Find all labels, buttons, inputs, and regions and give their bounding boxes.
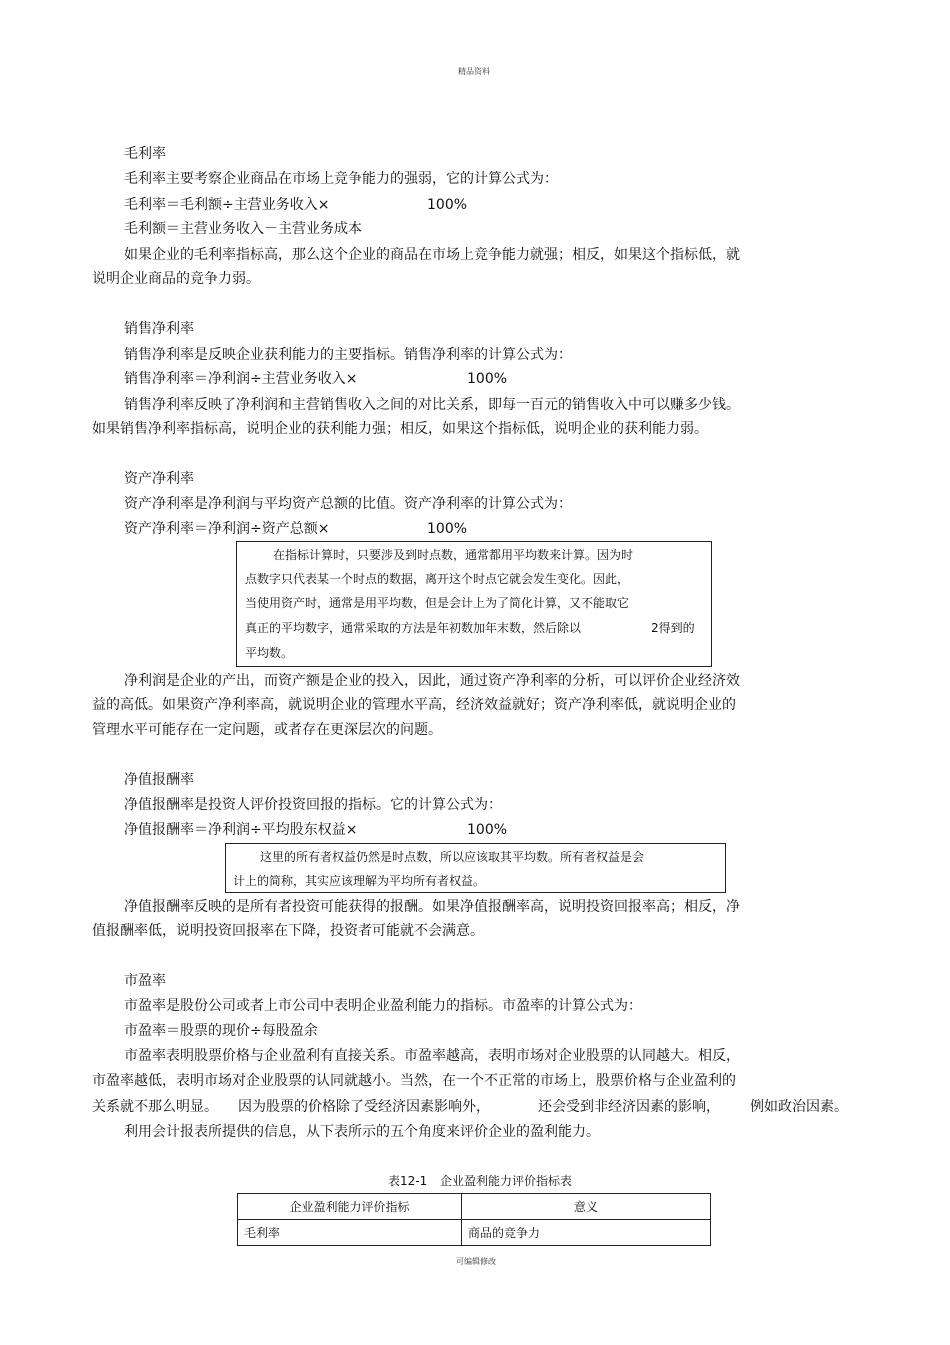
indicator-table [237,1193,711,1246]
paragraph-line: 还会受到非经济因素的影响， [538,1099,720,1115]
paragraph-line: 如果企业的毛利率指标高，那么这个企业的商品在市场上竞争能力就强；相反，如果这个指标低，就 [124,247,740,263]
paragraph-line: 销售净利率反映了净利润和主营销售收入之间的对比关系，即每一百元的销售收入中可以赚多少钱。 [124,397,740,413]
note-box [236,541,712,667]
note-line: 点数字只代表某一个时点的数据，离开这个时点它就会发生变化。因此， [245,572,630,586]
paragraph-line: 如果销售净利率指标高，说明企业的获利能力强；相反，如果这个指标低，说明企业的获利能力弱。 [92,421,708,437]
formula-percent: 100% [467,822,508,838]
formula: 销售净利率＝净利润÷主营业务收入× [124,371,358,387]
section-title-gross-margin: 毛利率 [124,146,166,162]
paragraph-line: 益的高低。如果资产净利率高，就说明企业的管理水平高，经济效益就好；资产净利率低，就说明企业的 [92,697,736,713]
table-row [238,1220,711,1246]
paragraph: 净值报酬率是投资人评价投资回报的指标。它的计算公式为： [124,797,502,813]
note-line: 真正的平均数字，通常采取的方法是年初数加年末数，然后除以 [245,621,582,635]
paragraph-line: 净值报酬率反映的是所有者投资可能获得的报酬。如果净值报酬率高，说明投资回报率高；相反，净 [124,899,740,915]
paragraph-line: 管理水平可能存在一定问题，或者存在更深层次的问题。 [92,722,442,738]
paragraph: 资产净利率是净利润与平均资产总额的比值。资产净利率的计算公式为： [124,496,572,512]
table-header-cell: 企业盈利能力评价指标 [238,1194,462,1220]
paragraph-line: 例如政治因素。 [750,1099,848,1115]
paragraph-line: 关系就不那么明显。 [92,1099,218,1115]
table-caption-number: 表12-1 [388,1174,428,1188]
formula: 毛利额＝主营业务收入－主营业务成本 [124,221,362,237]
note-line: 2得到的 [651,621,695,635]
formula: 市盈率＝股票的现价÷每股盈余 [124,1023,318,1039]
section-title-return-on-equity: 净值报酬率 [124,772,194,788]
section-title-pe-ratio: 市盈率 [124,973,166,989]
paragraph-line: 市盈率表明股票价格与企业盈利有直接关系。市盈率越高，表明市场对企业股票的认同越大。相反， [124,1048,740,1064]
formula-percent: 100% [427,521,468,537]
note-line: 计上的简称，其实应该理解为平均所有者权益。 [233,874,486,888]
paragraph-line: 市盈率越低，表明市场对企业股票的认同就越小。当然，在一个不正常的市场上，股票价格与企业盈利的 [92,1073,736,1089]
table-header-cell: 意义 [462,1194,711,1220]
table-caption: 企业盈利能力评价指标表 [440,1174,573,1188]
paragraph: 销售净利率是反映企业获利能力的主要指标。销售净利率的计算公式为： [124,347,572,363]
paragraph-line: 因为股票的价格除了受经济因素影响外， [238,1099,490,1115]
note-line: 平均数。 [245,646,294,660]
table-cell: 毛利率 [238,1220,462,1246]
note-box [225,843,726,893]
section-title-net-profit-margin: 销售净利率 [124,321,194,337]
formula-percent: 100% [427,197,468,213]
page-header: 精品资料 [458,67,490,76]
section-title-return-on-assets: 资产净利率 [124,471,194,487]
paragraph-line: 净利润是企业的产出，而资产额是企业的投入，因此，通过资产净利率的分析，可以评价企业经济效 [124,673,740,689]
table-header-row [238,1194,711,1220]
paragraph-line: 说明企业商品的竞争力弱。 [92,271,260,287]
paragraph-line: 值报酬率低，说明投资回报率在下降，投资者可能就不会满意。 [92,923,484,939]
formula: 毛利率＝毛利额÷主营业务收入× [124,197,330,213]
page-footer: 可编辑修改 [456,1257,496,1266]
note-line: 在指标计算时，只要涉及到时点数，通常都用平均数来计算。因为时 [273,548,634,562]
paragraph: 市盈率是股份公司或者上市公司中表明企业盈利能力的指标。市盈率的计算公式为： [124,998,642,1014]
note-line: 这里的所有者权益仍然是时点数，所以应该取其平均数。所有者权益是会 [260,850,645,864]
note-line: 当使用资产时，通常是用平均数，但是会计上为了简化计算，又不能取它 [245,596,630,610]
paragraph-line: 利用会计报表所提供的信息，从下表所示的五个角度来评价企业的盈利能力。 [124,1124,600,1140]
formula: 资产净利率＝净利润÷资产总额× [124,521,330,537]
formula-percent: 100% [467,371,508,387]
table-cell: 商品的竞争力 [462,1220,711,1246]
formula: 净值报酬率＝净利润÷平均股东权益× [124,822,358,838]
paragraph: 毛利率主要考察企业商品在市场上竞争能力的强弱，它的计算公式为： [124,171,558,187]
